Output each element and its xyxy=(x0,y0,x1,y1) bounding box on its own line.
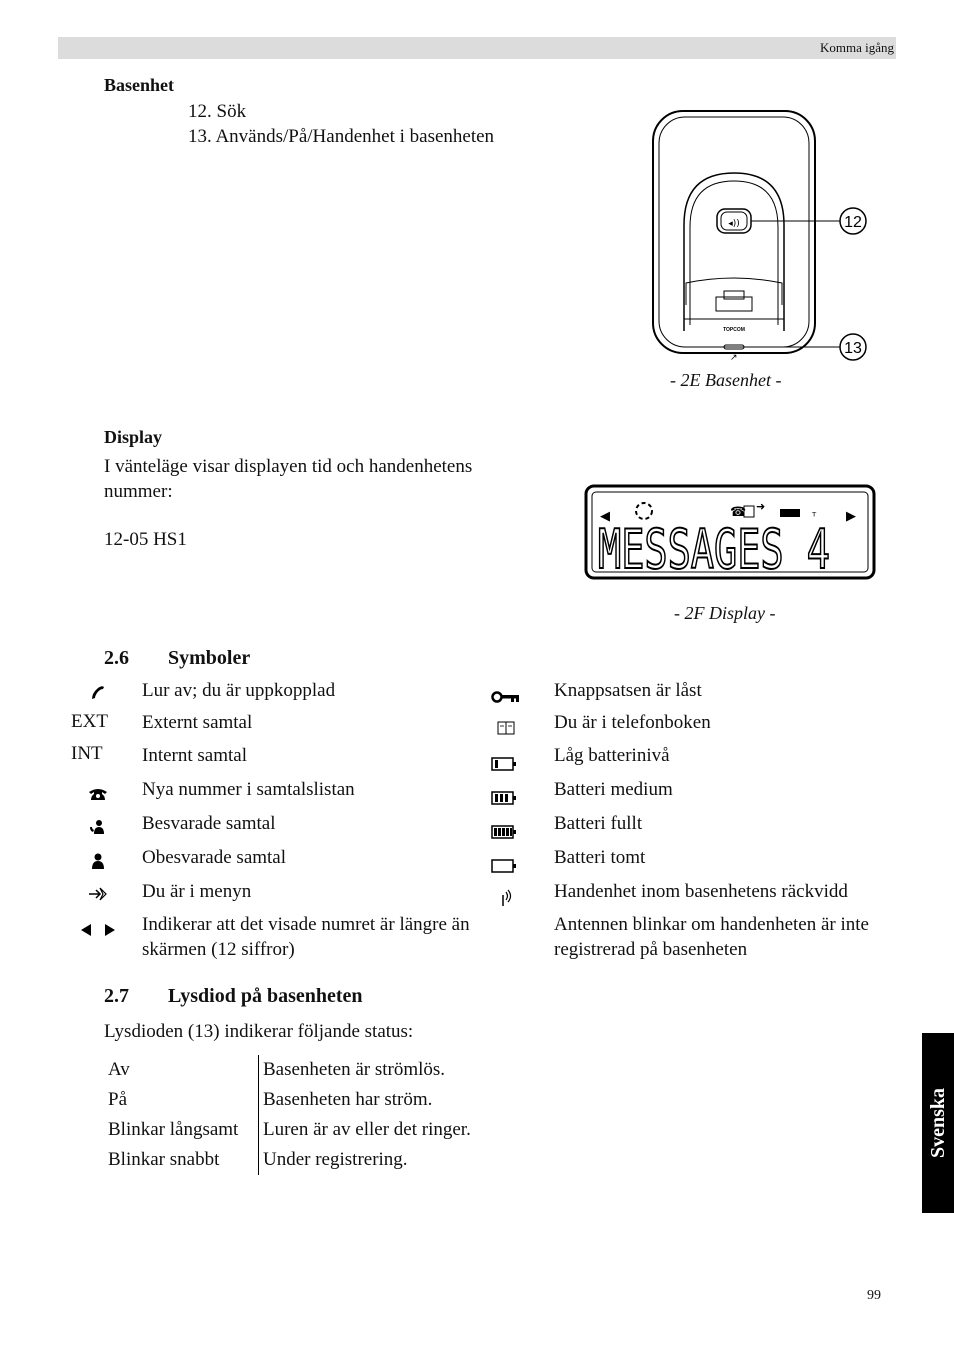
figure-caption-2f: - 2F Display - xyxy=(674,603,776,623)
symbol-text-number-longer: Indikerar att det visade numret är längre än skärmen (12 siffror) xyxy=(142,914,470,960)
table-row xyxy=(104,1055,475,1085)
symbol-text-external-call: Externt samtal xyxy=(142,712,253,733)
svg-text:☎: ☎ xyxy=(730,505,747,520)
telephone-icon xyxy=(78,785,118,806)
left-right-arrows-icon xyxy=(78,922,118,943)
header-section-title: Komma igång xyxy=(819,40,894,55)
svg-text:↗: ↗ xyxy=(730,353,738,363)
symbol-text-missed-calls: Obesvarade samtal xyxy=(142,847,287,868)
led-state: På xyxy=(104,1085,259,1115)
answered-call-icon xyxy=(78,818,118,841)
lcd-display-figure xyxy=(584,484,878,582)
led-intro: Lysdioden (13) indikerar följande status: xyxy=(104,1021,414,1042)
section-number-2-7: 2.7 xyxy=(104,985,129,1007)
header-bar xyxy=(58,37,896,59)
table-row xyxy=(104,1115,475,1145)
led-meaning: Under registrering. xyxy=(263,1149,408,1170)
symbol-text-battery-low: Låg batterinivå xyxy=(554,745,670,766)
brand-logo: TOPCOM xyxy=(723,327,745,333)
battery-full-icon xyxy=(484,823,524,844)
section-title-symboler: Symboler xyxy=(168,647,251,669)
symbol-text-answered-calls: Besvarade samtal xyxy=(142,813,276,834)
symbol-text-new-numbers: Nya nummer i samtalslistan xyxy=(142,779,355,800)
symbol-text-off-hook: Lur av; du är uppkopplad xyxy=(142,680,336,701)
symbol-text-internal-call: Internt samtal xyxy=(142,745,247,766)
section-title-lysdiod: Lysdiod på basenheten xyxy=(168,985,363,1007)
symbol-text-phonebook: Du är i telefonboken xyxy=(554,712,711,733)
symbol-text-in-range: Handenhet inom basenhetens räckvidd xyxy=(554,881,848,902)
display-description: I vänteläge visar displayen tid och handenhetens nummer: xyxy=(104,456,473,502)
symbol-text-battery-empty: Batteri tomt xyxy=(554,847,646,868)
figure-caption-2e: - 2E Basenhet - xyxy=(670,370,782,390)
led-meaning: Luren är av eller det ringer. xyxy=(263,1119,471,1140)
symbol-text-battery-medium: Batteri medium xyxy=(554,779,673,800)
symbol-int-label: INT xyxy=(71,743,103,764)
battery-medium-icon xyxy=(484,789,524,810)
basenhet-item-12: 12. Sök xyxy=(188,101,247,122)
menu-arrow-icon xyxy=(78,886,118,907)
callout-12: 12 xyxy=(844,214,862,231)
base-unit-figure xyxy=(640,105,880,365)
svg-text:◂)): ◂)) xyxy=(728,219,740,229)
callout-13: 13 xyxy=(844,340,862,357)
led-state: Blinkar långsamt xyxy=(104,1115,259,1145)
led-meaning: Basenheten har ström. xyxy=(263,1089,433,1110)
table-row xyxy=(104,1145,475,1175)
page-number: 99 xyxy=(867,1288,881,1303)
basenhet-item-13: 13. Används/På/Handenhet i basenheten xyxy=(188,126,495,147)
antenna-icon xyxy=(486,889,526,912)
symbol-ext-label: EXT xyxy=(71,711,108,732)
symbol-text-in-menu: Du är i menyn xyxy=(142,881,252,902)
led-state: Blinkar snabbt xyxy=(104,1145,259,1175)
side-tab-label: Svenska xyxy=(927,1087,949,1159)
lcd-screen-text: MESSAGES 4 xyxy=(598,518,830,581)
phone-handset-icon xyxy=(78,684,118,707)
symbol-text-antenna-blinks: Antennen blinkar om handenheten är inte registrerad på basenheten xyxy=(554,914,869,960)
svg-text:◀: ◀ xyxy=(600,509,610,524)
battery-empty-icon xyxy=(484,857,524,878)
symbol-text-battery-full: Batteri fullt xyxy=(554,813,643,834)
led-status-table xyxy=(104,1055,475,1175)
language-side-tab xyxy=(922,1033,954,1213)
led-state: Av xyxy=(104,1055,259,1085)
svg-text:➜: ➜ xyxy=(756,500,766,513)
display-title: Display xyxy=(104,427,163,447)
key-icon xyxy=(486,688,526,709)
svg-text:ᵀ: ᵀ xyxy=(812,510,817,523)
battery-low-icon xyxy=(484,755,524,776)
table-row xyxy=(104,1085,475,1115)
section-number-2-6: 2.6 xyxy=(104,647,129,669)
svg-text:▶: ▶ xyxy=(846,509,856,524)
person-icon xyxy=(78,852,118,875)
basenhet-title: Basenhet xyxy=(104,75,175,95)
symbol-text-keypad-locked: Knappsatsen är låst xyxy=(554,680,702,701)
led-meaning: Basenheten är strömlös. xyxy=(263,1059,446,1080)
book-icon xyxy=(486,720,526,741)
display-example: 12-05 HS1 xyxy=(104,529,187,550)
